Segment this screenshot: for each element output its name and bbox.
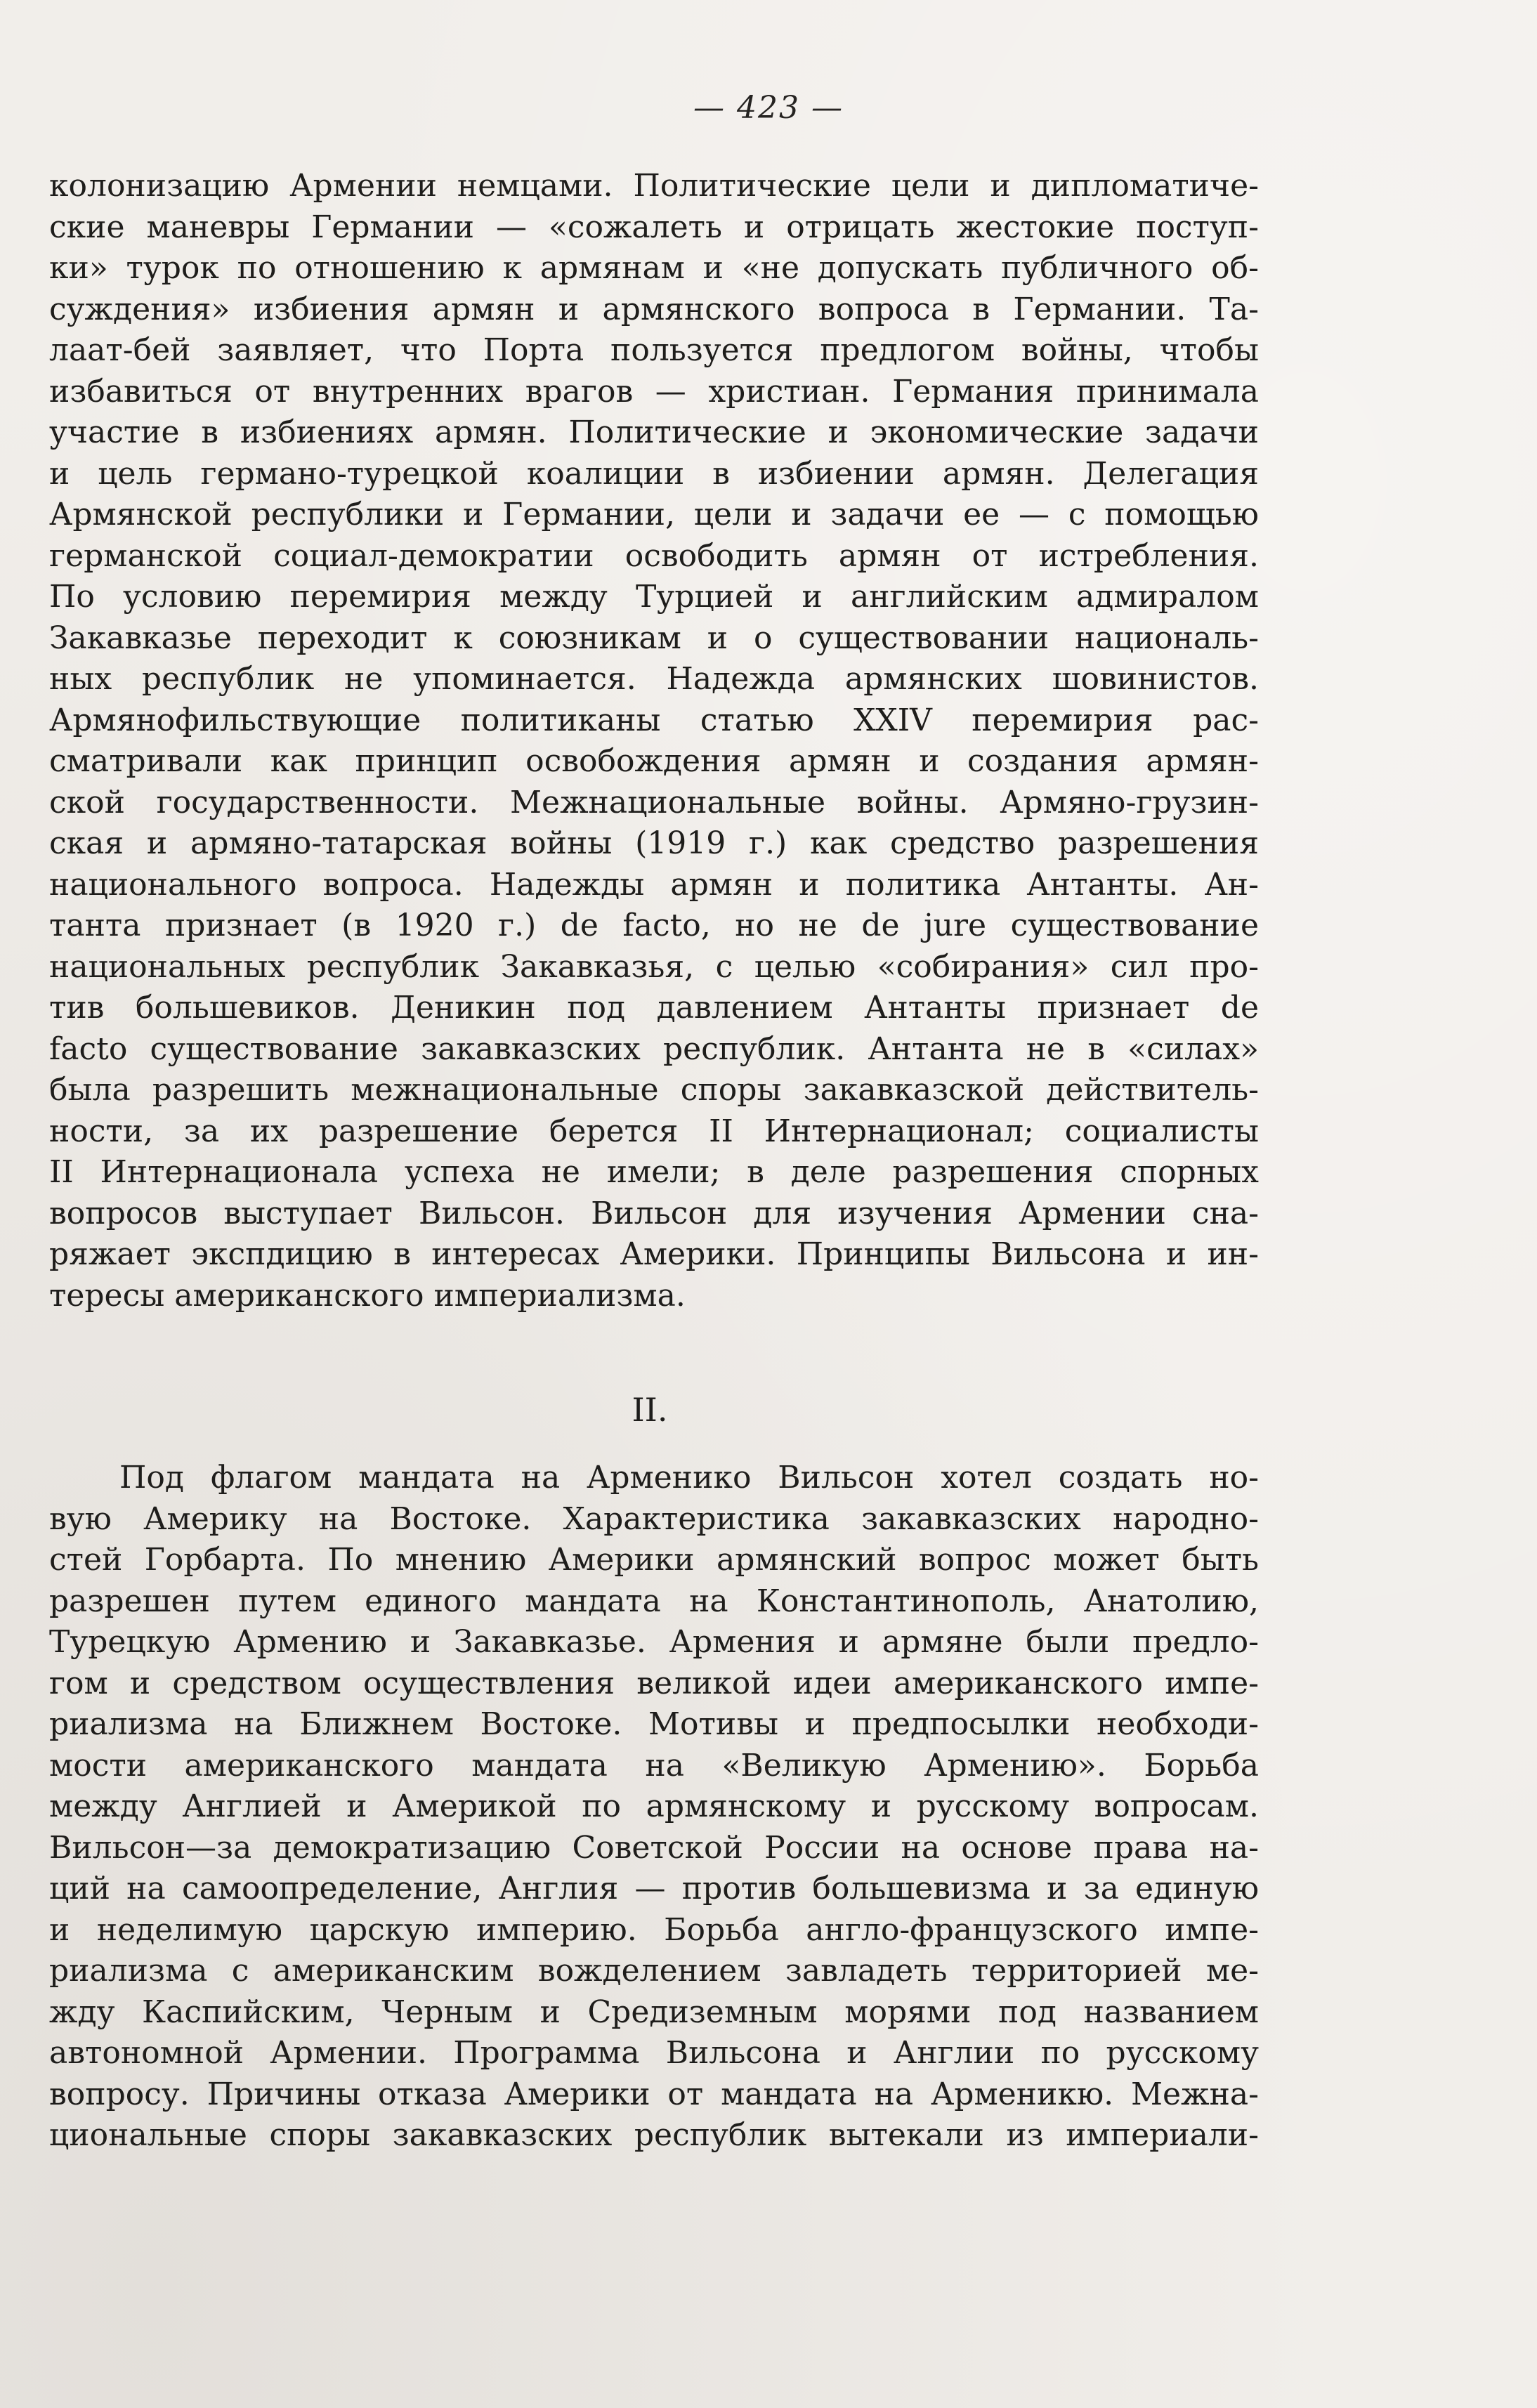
text-line: колонизацию Армении немцами. Политические цели и дипломатиче- (49, 168, 1259, 204)
text-line: автономной Армении. Программа Вильсона и Англии по русскому (49, 2035, 1259, 2071)
page-number: — 423 — (693, 90, 844, 126)
text-line: тересы американского империализма. (49, 1277, 686, 1314)
text-line: вую Америку на Востоке. Характеристика закавказских народно- (49, 1500, 1259, 1537)
text-line: Армянофильствующие политиканы статью XXIV перемирия рас- (49, 702, 1259, 738)
text-line: ская и армяно-татарская войны (1919 г.) как средство разрешения (49, 825, 1259, 861)
text-line: национального вопроса. Надежды армян и политика Антанты. Ан- (49, 866, 1259, 903)
text-line: тив большевиков. Деникин под давлением Антанты признает de (49, 990, 1259, 1026)
text-line: гом и средством осуществления великой идеи американского импе- (49, 1665, 1259, 1701)
text-line: избавиться от внутренних врагов — христиан. Германия принимала (49, 373, 1259, 410)
text-line: риализма на Ближнем Востоке. Мотивы и предпосылки необходи- (49, 1706, 1259, 1742)
text-line: национальных республик Закавказья, с целью «собирания» сил про- (49, 948, 1259, 985)
text-line: Под флагом мандата на Арменико Вильсон хотел создать но- (119, 1460, 1259, 1496)
text-line: ций на самоопределение, Англия — против большевизма и за единую (49, 1871, 1259, 1906)
section-heading: II. (632, 1391, 668, 1429)
text-line: вопросов выступает Вильсон. Вильсон для изучения Армении сна- (49, 1195, 1259, 1231)
text-line: facto существование закавказских республик. Антанта не в «силах» (49, 1030, 1259, 1067)
text-line: ские маневры Германии — «сожалеть и отрицать жестокие поступ- (49, 209, 1259, 245)
text-line: танта признает (в 1920 г.) de facto, но не de jure существование (49, 908, 1259, 943)
text-line: II Интернационала успеха не имели; в деле разрешения спорных (49, 1154, 1259, 1190)
text-line: была разрешить межнациональные споры закавказской действитель- (49, 1072, 1259, 1108)
text-line: Закавказье переходит к союзникам и о существовании националь- (49, 620, 1259, 656)
text-line: и цель германо-турецкой коалиции в избиении армян. Делегация (49, 455, 1259, 492)
text-line: между Англией и Америкой по армянскому и русскому вопросам. (49, 1788, 1259, 1824)
text-line: сматривали как принцип освобождения армян и создания армян- (49, 743, 1259, 779)
paragraph-1 (49, 166, 1259, 1316)
text-line: и неделимую царскую империю. Борьба англо-французского импе- (49, 1911, 1259, 1948)
text-line: риализма с американским вожделением завладеть территорией ме- (49, 1953, 1259, 1989)
text-line: ской государственности. Межнациональные войны. Армяно-грузин- (49, 784, 1259, 820)
text-line: ных республик не упоминается. Надежда армянских шовинистов. (49, 661, 1259, 697)
text-line: ряжает экспдицию в интересах Америки. Принципы Вильсона и ин- (49, 1236, 1259, 1272)
text-line: мости американского мандата на «Великую Армению». Борьба (49, 1747, 1259, 1784)
text-line: разрешен путем единого мандата на Константинополь, Анатолию, (49, 1583, 1259, 1619)
text-line: Армянской республики и Германии, цели и задачи ее — с помощью (49, 497, 1259, 532)
paragraph-2 (49, 1458, 1259, 2157)
text-line: стей Горбарта. По мнению Америки армянский вопрос может быть (49, 1542, 1259, 1578)
text-line: ки» турок по отношению к армянам и «не допускать публичного об- (49, 250, 1259, 286)
text-line: ности, за их разрешение берется II Интернационал; социалисты (49, 1113, 1259, 1149)
text-line: жду Каспийским, Черным и Средиземным морями под названием (49, 1994, 1259, 2030)
text-line: германской социал-демократии освободить армян от истребления. (49, 537, 1259, 574)
text-line: вопросу. Причины отказа Америки от мандата на Арменикю. Межна- (49, 2076, 1259, 2112)
text-line: Вильсон—за демократизацию Советской России на основе права на- (49, 1829, 1259, 1866)
text-line: циональные споры закавказских республик вытекали из империали- (49, 2117, 1259, 2153)
text-line: лаат-бей заявляет, что Порта пользуется предлогом войны, чтобы (49, 332, 1259, 368)
text-line: Турецкую Армению и Закавказье. Армения и армяне были предло- (49, 1624, 1259, 1660)
text-line: По условию перемирия между Турцией и английским адмиралом (49, 579, 1259, 615)
text-line: суждения» избиения армян и армянского вопроса в Германии. Та- (49, 291, 1259, 327)
text-line: участие в избиениях армян. Политические и экономические задачи (49, 414, 1259, 450)
